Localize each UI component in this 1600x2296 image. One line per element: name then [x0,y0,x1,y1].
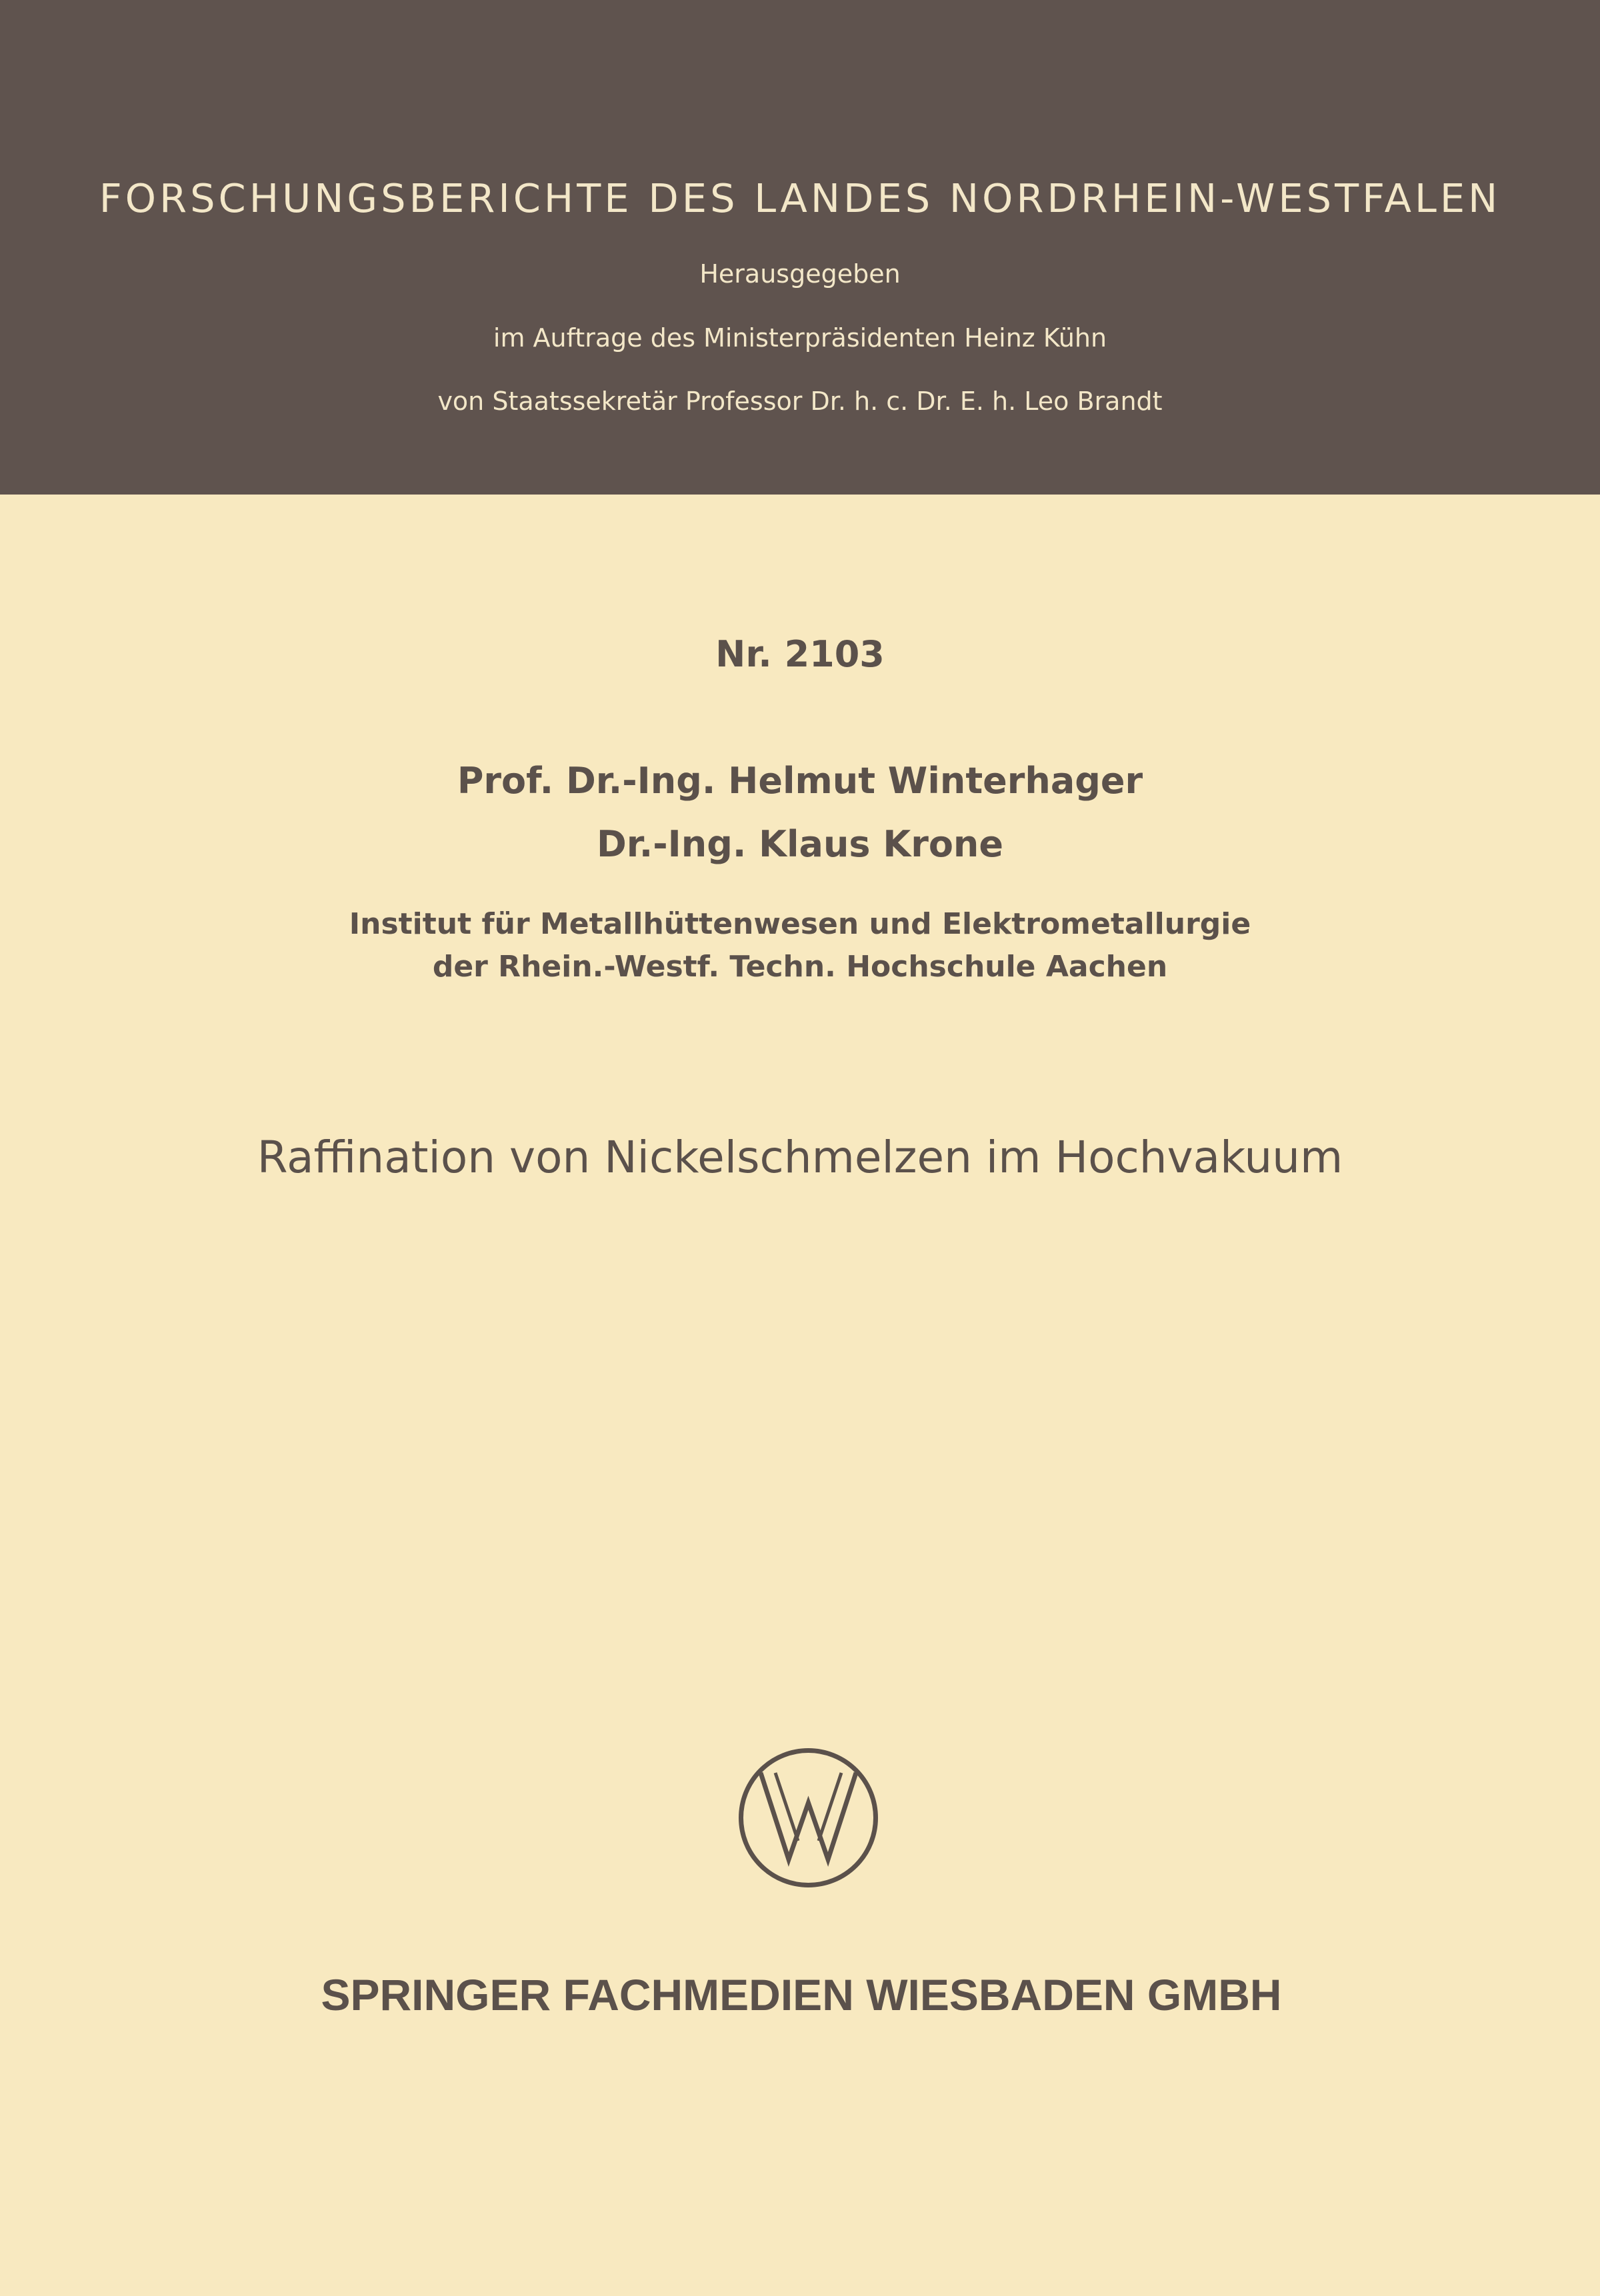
author-2: Dr.-Ing. Klaus Krone [596,823,1003,865]
series-header-band [0,0,1600,495]
institute-line-2: der Rhein.-Westf. Techn. Hochschule Aachen [432,950,1168,984]
publisher-logo-w-icon [737,1746,880,1889]
author-1: Prof. Dr.-Ing. Helmut Winterhager [457,760,1143,802]
institute-line-1: Institut für Metallhüttenwesen und Elektrometallurgie [349,907,1251,941]
report-title: Raffination von Nickelschmelzen im Hochvakuum [257,1132,1343,1183]
report-number: Nr. 2103 [715,633,885,675]
publisher-name: SPRINGER FACHMEDIEN WIESBADEN GMBH [321,1970,1282,2019]
editor-line-published: Herausgegeben [699,259,901,289]
editor-line-commission: im Auftrage des Ministerpräsidenten Heinz Kühn [493,323,1107,353]
series-title: FORSCHUNGSBERICHTE DES LANDES NORDRHEIN-WESTFALEN [99,175,1501,221]
editor-line-editor: von Staatssekretär Professor Dr. h. c. Dr. E. h. Leo Brandt [437,387,1163,416]
